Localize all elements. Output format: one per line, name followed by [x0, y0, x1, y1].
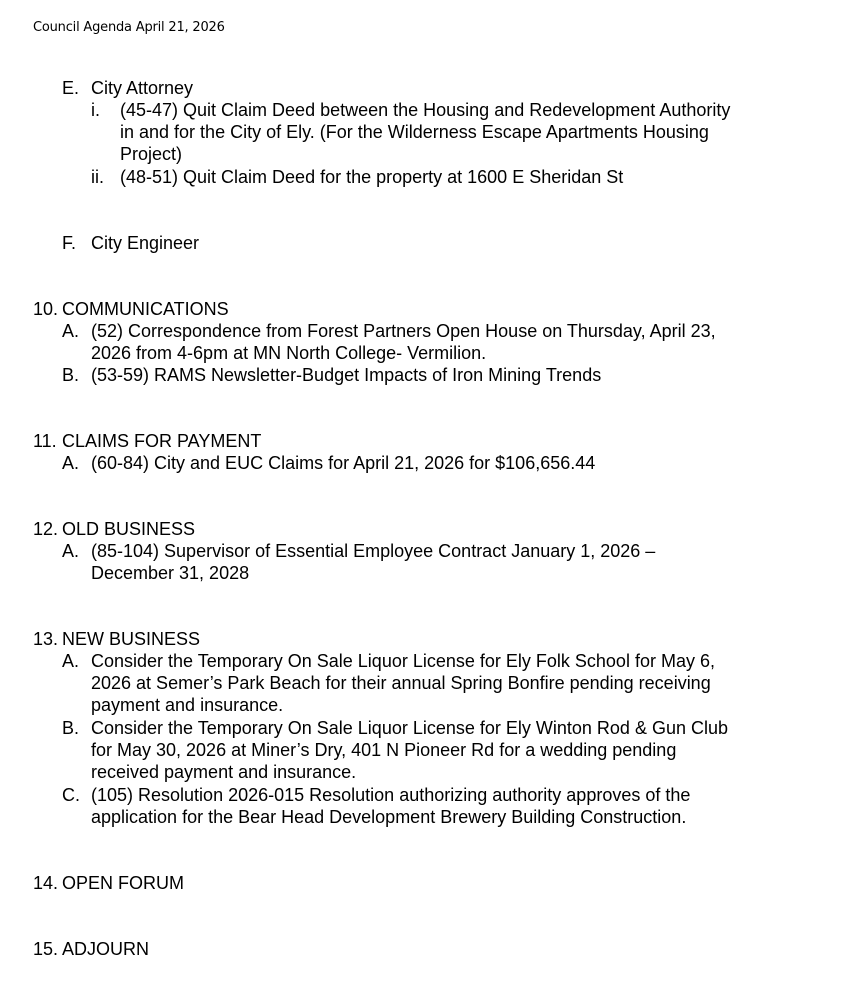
- section-number: 10.: [33, 299, 59, 319]
- item-text: (60-84) City and EUC Claims for April 21, 2026 for $106,656.44: [91, 453, 596, 473]
- item-text: Consider the Temporary On Sale Liquor License for Ely Winton Rod & Gun Club: [91, 718, 728, 738]
- item-text: (53-59) RAMS Newsletter-Budget Impacts of Iron Mining Trends: [91, 365, 602, 385]
- item-text: application for the Bear Head Development Brewery Building Construction.: [91, 807, 687, 827]
- item-text: for May 30, 2026 at Miner’s Dry, 401 N Pioneer Rd for a wedding pending: [91, 740, 677, 760]
- item-marker: A.: [62, 321, 80, 341]
- subitem-text: Project): [120, 144, 183, 164]
- subitem-text: (48-51) Quit Claim Deed for the property at 1600 E Sheridan St: [120, 167, 624, 187]
- item-marker: A.: [62, 453, 80, 473]
- section-title: ADJOURN: [62, 939, 150, 959]
- item-marker: F.: [62, 233, 77, 253]
- item-text: December 31, 2028: [91, 563, 250, 583]
- section-title: CLAIMS FOR PAYMENT: [62, 431, 262, 451]
- subitem-marker: i.: [91, 100, 100, 120]
- item-title: City Engineer: [91, 233, 200, 253]
- item-marker: A.: [62, 541, 80, 561]
- item-text: (105) Resolution 2026-015 Resolution authorizing authority approves of the: [91, 785, 691, 805]
- item-text: payment and insurance.: [91, 695, 284, 715]
- subitem-text: (45-47) Quit Claim Deed between the Housing and Redevelopment Authority: [120, 100, 731, 120]
- item-text: received payment and insurance.: [91, 762, 357, 782]
- item-text: Consider the Temporary On Sale Liquor License for Ely Folk School for May 6,: [91, 651, 715, 671]
- item-marker: B.: [62, 365, 80, 385]
- section-number: 12.: [33, 519, 59, 539]
- section-title: NEW BUSINESS: [62, 629, 201, 649]
- subitem-text: in and for the City of Ely. (For the Wilderness Escape Apartments Housing: [120, 122, 709, 142]
- item-text: 2026 from 4-6pm at MN North College- Vermilion.: [91, 343, 487, 363]
- section-title: OPEN FORUM: [62, 873, 185, 893]
- item-marker: E.: [62, 78, 80, 98]
- item-text: (52) Correspondence from Forest Partners Open House on Thursday, April 23,: [91, 321, 716, 341]
- section-title: OLD BUSINESS: [62, 519, 196, 539]
- section-number: 15.: [33, 939, 59, 959]
- section-title: COMMUNICATIONS: [62, 299, 229, 319]
- item-title: City Attorney: [91, 78, 194, 98]
- item-text: 2026 at Semer’s Park Beach for their annual Spring Bonfire pending receiving: [91, 673, 711, 693]
- page-header: Council Agenda April 21, 2026: [33, 20, 225, 35]
- item-marker: B.: [62, 718, 80, 738]
- item-marker: A.: [62, 651, 80, 671]
- item-text: (85-104) Supervisor of Essential Employee Contract January 1, 2026 –: [91, 541, 656, 561]
- subitem-marker: ii.: [91, 167, 104, 187]
- section-number: 14.: [33, 873, 59, 893]
- section-number: 13.: [33, 629, 59, 649]
- section-number: 11.: [33, 431, 57, 451]
- item-marker: C.: [62, 785, 80, 805]
